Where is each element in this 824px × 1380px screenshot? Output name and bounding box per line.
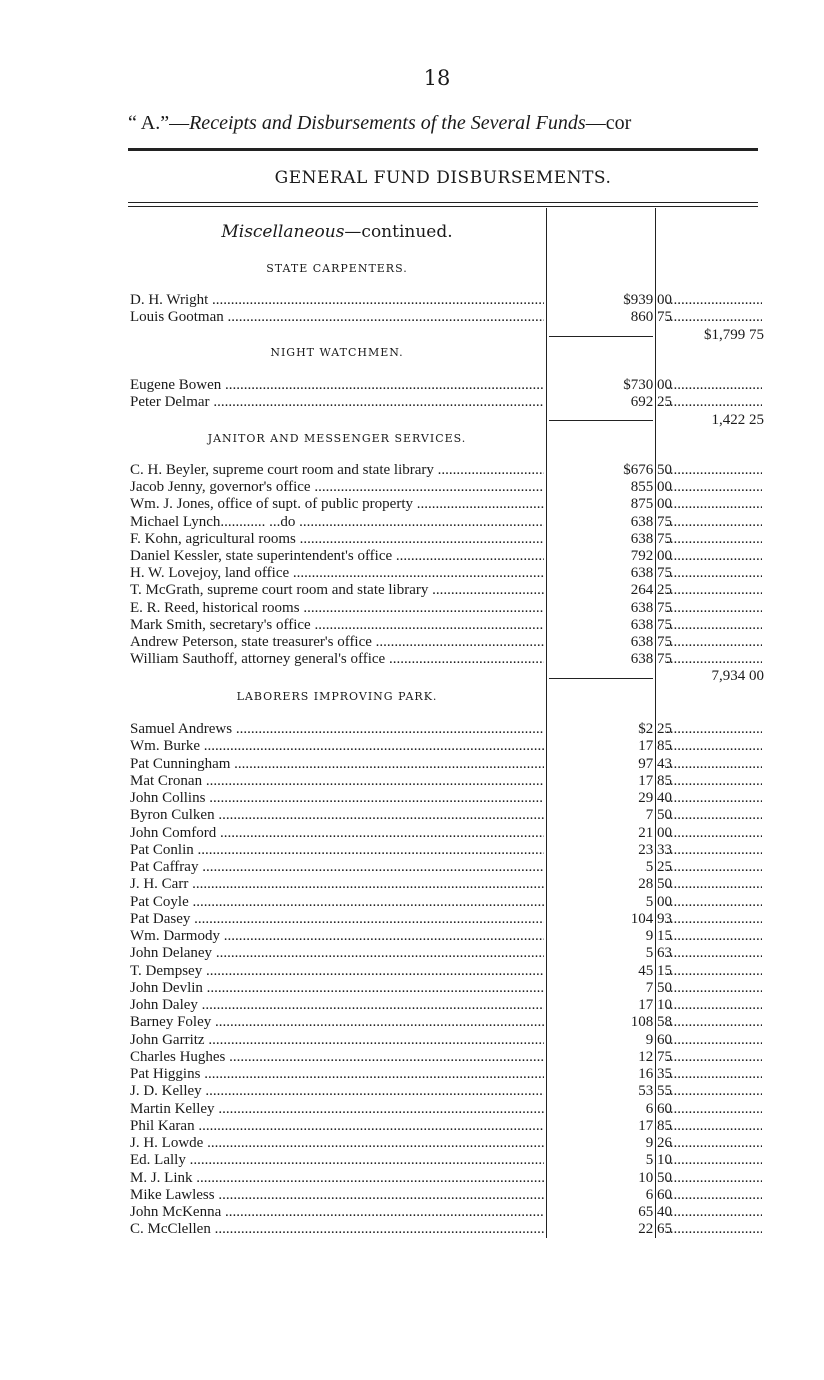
- table-row: [130, 600, 764, 617]
- table-row: [130, 911, 764, 928]
- table-row: [130, 531, 764, 548]
- leader-dots: [666, 842, 762, 859]
- amount: 792 00: [630, 548, 672, 564]
- table-row: [130, 790, 764, 807]
- table-row: [130, 1049, 764, 1066]
- amount: 264 25: [630, 582, 672, 599]
- payee-name: Pat Coyle .....: [130, 894, 544, 911]
- group-total: 7,934 00: [711, 668, 764, 684]
- table-row: [130, 945, 764, 962]
- group-title: STATE CARPENTERS.: [266, 262, 408, 275]
- table-row: [130, 963, 764, 980]
- table-row: [130, 651, 764, 668]
- leader-dots: [666, 1066, 762, 1083]
- payee-name: Michael Lynch............ ...do .....: [130, 514, 544, 531]
- payee-name: John Daley .....: [130, 997, 544, 1014]
- subhead-italic: Miscellaneous: [221, 222, 345, 242]
- leader-dots: [666, 1118, 762, 1135]
- leader-dots: [666, 600, 762, 617]
- payee-name: H. W. Lovejoy, land office .....: [130, 565, 544, 582]
- group-total: 1,422 25: [711, 412, 764, 428]
- amount: 638 75: [630, 513, 672, 530]
- table-row: [130, 292, 764, 309]
- table-row: [130, 496, 764, 513]
- table-row: [130, 309, 764, 326]
- amount: 12 75: [638, 1048, 672, 1065]
- leader-dots: [666, 617, 762, 634]
- table-row: [130, 1032, 764, 1049]
- amount: 638 75: [630, 634, 672, 650]
- table-row: [130, 1118, 764, 1135]
- leader-dots: [666, 894, 762, 911]
- amount: 638 75: [630, 530, 672, 547]
- leader-dots: [666, 462, 762, 479]
- payee-name: William Sauthoff, attorney general's office .....: [130, 651, 544, 668]
- amount: 22 65: [638, 1221, 672, 1238]
- amount: 21 00: [638, 824, 672, 841]
- payee-name: E. R. Reed, historical rooms .....: [130, 600, 544, 617]
- payee-name: Jacob Jenny, governor's office .....: [130, 479, 544, 496]
- table-row: [130, 582, 764, 599]
- payee-name: Mark Smith, secretary's office .....: [130, 617, 544, 634]
- payee-name: Pat Dasey .....: [130, 911, 544, 928]
- amount: 6 60: [645, 1100, 672, 1117]
- table-row: [130, 514, 764, 531]
- amount: 6 60: [645, 1186, 672, 1203]
- table-row: [130, 997, 764, 1014]
- table-row: [130, 859, 764, 876]
- amount: 638 75: [630, 616, 672, 633]
- leader-dots: [666, 565, 762, 582]
- amount: 638 75: [630, 599, 672, 616]
- table-top-rule-double: [128, 206, 758, 207]
- amount: 9 26: [645, 1135, 672, 1151]
- payee-name: Pat Cunningham .....: [130, 756, 544, 773]
- payee-name: F. Kohn, agricultural rooms .....: [130, 531, 544, 548]
- leader-dots: [666, 876, 762, 893]
- table-row: [130, 617, 764, 634]
- table-row: [130, 756, 764, 773]
- leader-dots: [666, 1083, 762, 1100]
- payee-name: J. H. Lowde .....: [130, 1135, 544, 1152]
- table-row: [130, 462, 764, 479]
- amount: 7 50: [645, 807, 672, 824]
- payee-name: Samuel Andrews .....: [130, 721, 544, 738]
- leader-dots: [666, 773, 762, 790]
- table-row: [130, 394, 764, 411]
- payee-name: M. J. Link .....: [130, 1170, 544, 1187]
- amount: 638 75: [630, 651, 672, 668]
- payee-name: T. Dempsey .....: [130, 963, 544, 980]
- table-row: [130, 842, 764, 859]
- amount: 7 50: [645, 979, 672, 996]
- leader-dots: [666, 980, 762, 997]
- table-row: [130, 738, 764, 755]
- payee-name: Pat Conlin .....: [130, 842, 544, 859]
- running-head-title: Receipts and Disbursements of the Several Funds: [189, 112, 586, 134]
- leader-dots: [666, 963, 762, 980]
- payee-name: John Comford .....: [130, 825, 544, 842]
- amount: 17 85: [638, 772, 672, 789]
- group-title: NIGHT WATCHMEN.: [270, 346, 404, 359]
- table-row: [130, 807, 764, 824]
- payee-name: Daniel Kessler, state superintendent's office .....: [130, 548, 544, 565]
- amount: $2 25: [638, 721, 672, 737]
- table-row: [130, 634, 764, 651]
- table-row: [130, 1152, 764, 1169]
- leader-dots: [666, 1152, 762, 1169]
- leader-dots: [666, 292, 762, 309]
- leader-dots: [666, 825, 762, 842]
- payee-name: J. H. Carr .....: [130, 876, 544, 893]
- amount: 97 43: [638, 755, 672, 772]
- table-row: [130, 773, 764, 790]
- leader-dots: [666, 756, 762, 773]
- payee-name: Martin Kelley .....: [130, 1101, 544, 1118]
- leader-dots: [666, 479, 762, 496]
- payee-name: Barney Foley .....: [130, 1014, 544, 1031]
- amount: 5 00: [645, 893, 672, 910]
- table-row: [130, 1170, 764, 1187]
- payee-name: C. McClellen .....: [130, 1221, 544, 1238]
- amount: 855 00: [630, 479, 672, 496]
- amount: 108 58: [630, 1014, 672, 1031]
- amount: 5 25: [645, 859, 672, 875]
- leader-dots: [666, 377, 762, 394]
- table-row: [130, 377, 764, 394]
- payee-name: Mike Lawless .....: [130, 1187, 544, 1204]
- table-row: [130, 1066, 764, 1083]
- table-row: [130, 1221, 764, 1238]
- leader-dots: [666, 859, 762, 876]
- group-title: JANITOR AND MESSENGER SERVICES.: [207, 432, 467, 445]
- leader-dots: [666, 634, 762, 651]
- leader-dots: [666, 1032, 762, 1049]
- leader-dots: [666, 1101, 762, 1118]
- payee-name: John Garritz .....: [130, 1032, 544, 1049]
- leader-dots: [666, 1170, 762, 1187]
- leader-dots: [666, 807, 762, 824]
- table-row: [130, 825, 764, 842]
- payee-name: Andrew Peterson, state treasurer's office .....: [130, 634, 544, 651]
- running-head-prefix: “ A.”—: [128, 112, 190, 134]
- payee-name: John Collins .....: [130, 790, 544, 807]
- table-row: [130, 980, 764, 997]
- leader-dots: [666, 1187, 762, 1204]
- amount: 53 55: [638, 1083, 672, 1100]
- amount: $676 50: [623, 462, 672, 478]
- payee-name: Peter Delmar .....: [130, 394, 544, 411]
- amount: 17 85: [638, 1117, 672, 1134]
- table-row: [130, 928, 764, 945]
- amount: 17 85: [638, 738, 672, 755]
- leader-dots: [666, 1014, 762, 1031]
- amount: 28 50: [638, 876, 672, 893]
- amount: 5 63: [645, 945, 672, 962]
- amount: 17 10: [638, 997, 672, 1013]
- leader-dots: [666, 945, 762, 962]
- table-row: [130, 548, 764, 565]
- leader-dots: [666, 738, 762, 755]
- leader-dots: [666, 1204, 762, 1221]
- payee-name: Phil Karan .....: [130, 1118, 544, 1135]
- table-row: [130, 1135, 764, 1152]
- group-title: LABORERS IMPROVING PARK.: [236, 690, 438, 703]
- amount: 16 35: [638, 1066, 672, 1082]
- leader-dots: [666, 1135, 762, 1152]
- leader-dots: [666, 790, 762, 807]
- amount: 45 15: [638, 962, 672, 979]
- payee-name: Pat Higgins .....: [130, 1066, 544, 1083]
- leader-dots: [666, 309, 762, 326]
- amount: $939 00: [623, 292, 672, 308]
- payee-name: Byron Culken .....: [130, 807, 544, 824]
- running-head-suffix: —cor: [585, 112, 632, 134]
- payee-name: Charles Hughes .....: [130, 1049, 544, 1066]
- amount: 9 15: [645, 928, 672, 944]
- table-row: [130, 1101, 764, 1118]
- table-row: [130, 894, 764, 911]
- table-row: [130, 1204, 764, 1221]
- amount: 29 40: [638, 790, 672, 806]
- leader-dots: [666, 514, 762, 531]
- payee-name: John Delaney .....: [130, 945, 544, 962]
- payee-name: John Devlin .....: [130, 980, 544, 997]
- running-head: [128, 112, 758, 135]
- payee-name: Wm. J. Jones, office of supt. of public property .....: [130, 496, 544, 513]
- leader-dots: [666, 928, 762, 945]
- leader-dots: [666, 721, 762, 738]
- table-row: [130, 1014, 764, 1031]
- leader-dots: [666, 582, 762, 599]
- table-top-rule: [128, 202, 758, 203]
- amount: 65 40: [638, 1204, 672, 1220]
- table-row: [130, 479, 764, 496]
- section-title: GENERAL FUND DISBURSEMENTS.: [274, 168, 612, 188]
- amount: 5 10: [645, 1152, 672, 1169]
- table-row: [130, 565, 764, 582]
- payee-name: Eugene Bowen .....: [130, 377, 544, 394]
- group-total: $1,799 75: [704, 327, 764, 343]
- payee-name: Wm. Burke .....: [130, 738, 544, 755]
- amount: 9 60: [645, 1031, 672, 1048]
- payee-name: J. D. Kelley .....: [130, 1083, 544, 1100]
- subhead-rest: —continued.: [344, 222, 453, 242]
- amount: 104 93: [630, 910, 672, 927]
- page-number: 18: [423, 66, 451, 90]
- leader-dots: [666, 496, 762, 513]
- header-rule: [128, 148, 758, 151]
- payee-name: John McKenna .....: [130, 1204, 544, 1221]
- payee-name: C. H. Beyler, supreme court room and state library .....: [130, 462, 544, 479]
- leader-dots: [666, 911, 762, 928]
- payee-name: Wm. Darmody .....: [130, 928, 544, 945]
- leader-dots: [666, 548, 762, 565]
- payee-name: Ed. Lally .....: [130, 1152, 544, 1169]
- table-row: [130, 721, 764, 738]
- amount: 638 75: [630, 565, 672, 582]
- amount: 23 33: [638, 841, 672, 858]
- leader-dots: [666, 651, 762, 668]
- payee-name: Mat Cronan .....: [130, 773, 544, 790]
- amount: 875 00: [630, 496, 672, 513]
- subhead: [128, 222, 546, 242]
- amount: 692 25: [630, 394, 672, 411]
- leader-dots: [666, 1049, 762, 1066]
- payee-name: Pat Caffray .....: [130, 859, 544, 876]
- payee-name: T. McGrath, supreme court room and state library .....: [130, 582, 544, 599]
- table-row: [130, 876, 764, 893]
- payee-name: Louis Gootman .....: [130, 309, 544, 326]
- leader-dots: [666, 1221, 762, 1238]
- amount: 860 75: [630, 309, 672, 326]
- table-row: [130, 1083, 764, 1100]
- amount: $730 00: [623, 377, 672, 393]
- payee-name: D. H. Wright .....: [130, 292, 544, 309]
- amount: 10 50: [638, 1169, 672, 1186]
- leader-dots: [666, 531, 762, 548]
- leader-dots: [666, 394, 762, 411]
- table-row: [130, 1187, 764, 1204]
- leader-dots: [666, 997, 762, 1014]
